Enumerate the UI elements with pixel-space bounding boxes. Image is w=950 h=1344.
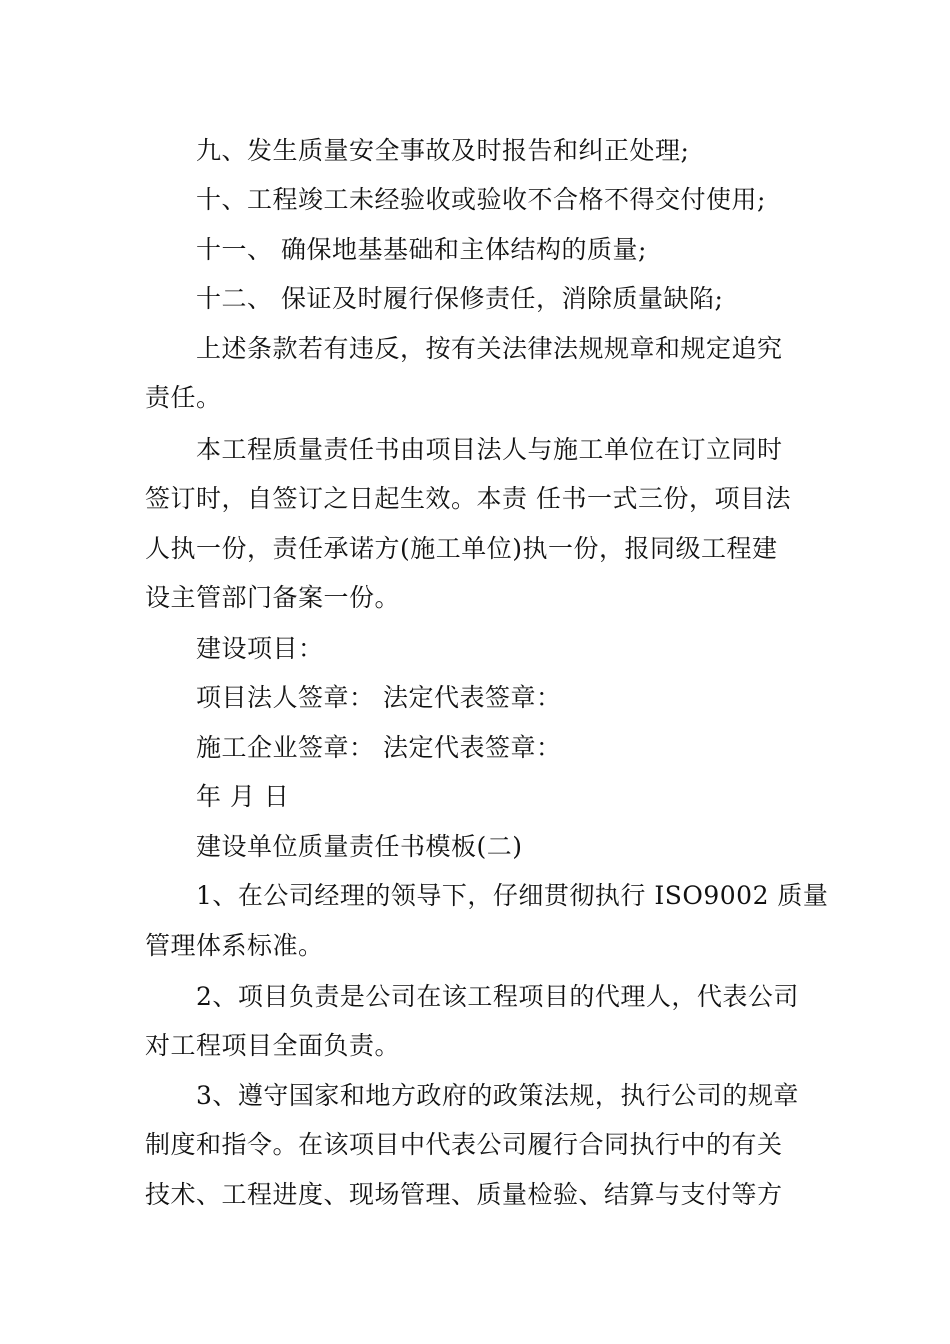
date-line: 年 月 日 [196,782,290,811]
effect-text-line-4: 设主管部门备案一份。 [145,583,401,612]
clause-10: 十、工程竣工未经验收或验收不合格不得交付使用; [196,185,766,214]
effect-text-line-2: 签订时，自签订之日起生效。本责 任书一式三份，项目法 [145,484,791,513]
effect-text-line-3: 人执一份，责任承诺方(施工单位)执一份，报同级工程建 [145,534,778,563]
item-2-line-2: 对工程项目全面负责。 [145,1031,401,1060]
item-2-line-1: 2、项目负责是公司在该工程项目的代理人，代表公司 [196,982,799,1011]
clause-9: 九、发生质量安全事故及时报告和纠正处理; [196,136,690,165]
legal-person-signature-line: 项目法人签章： 法定代表签章： [196,683,562,712]
violation-text-line-2: 责任。 [145,383,222,412]
item-1-line-1: 1、在公司经理的领导下，仔细贯彻执行 ISO9002 质量 [196,881,829,910]
item-3-line-2: 制度和指令。在该项目中代表公司履行合同执行中的有关 [145,1130,783,1159]
construction-company-signature-line: 施工企业签章： 法定代表签章： [196,733,562,762]
item-1-line-2: 管理体系标准。 [145,931,324,960]
section-heading: 建设单位质量责任书模板(二) [196,832,523,861]
item-3-line-1: 3、遵守国家和地方政府的政策法规，执行公司的规章 [196,1081,799,1110]
clause-11: 十一、 确保地基基础和主体结构的质量; [196,235,647,264]
effect-text-line-1: 本工程质量责任书由项目法人与施工单位在订立同时 [196,435,783,464]
item-3-line-3: 技术、工程进度、现场管理、质量检验、结算与支付等方 [145,1180,783,1209]
violation-text-line-1: 上述条款若有违反，按有关法律法规规章和规定追究 [196,334,783,363]
project-label: 建设项目： [196,634,324,663]
clause-12: 十二、 保证及时履行保修责任，消除质量缺陷; [196,284,724,313]
